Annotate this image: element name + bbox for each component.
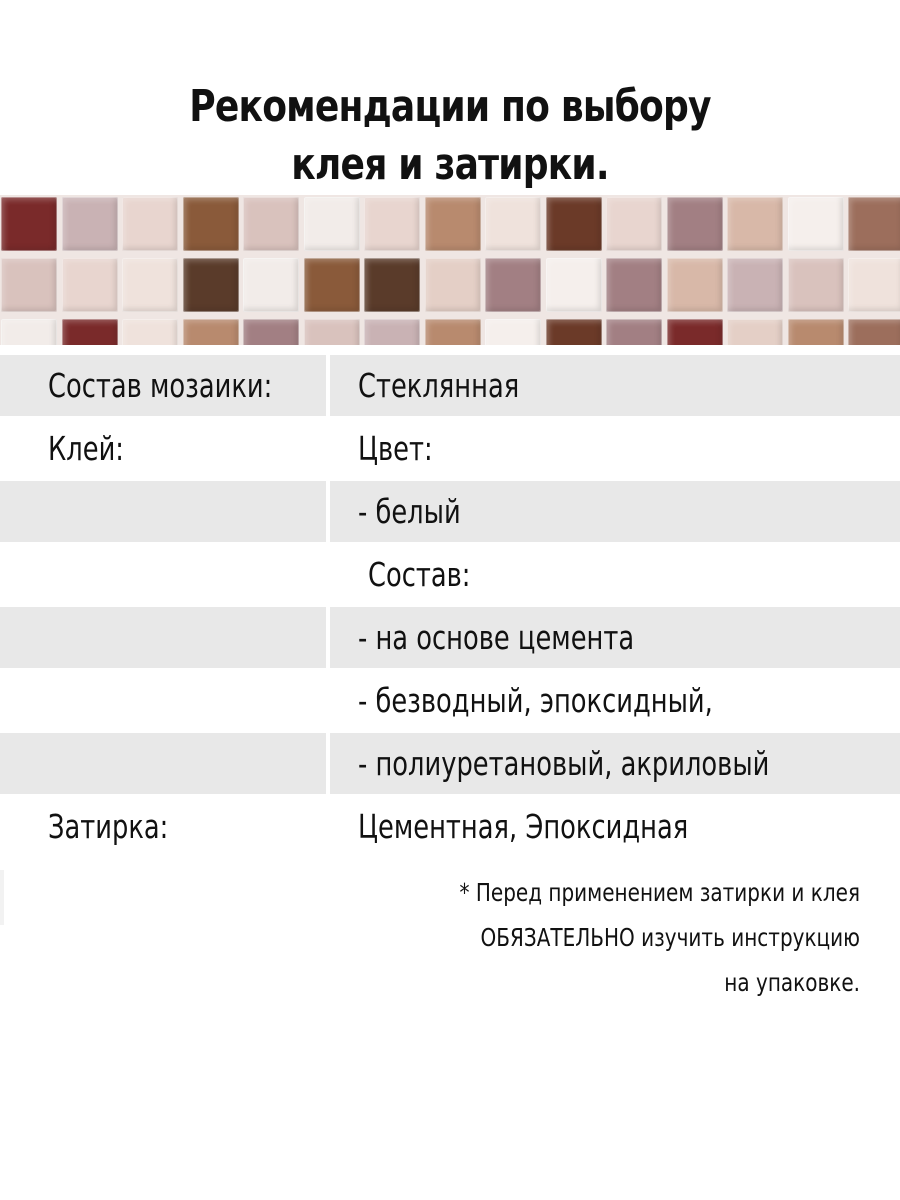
row-value: - полиуретановый, акриловый [358,744,770,783]
row-label: Состав мозаики: [48,366,273,405]
table-row [0,670,900,731]
mosaic-tile [848,319,900,345]
table-row [0,355,900,416]
mosaic-tile [364,319,420,345]
table-row [0,481,900,542]
table-row [0,418,900,479]
mosaic-tile [364,258,420,312]
mosaic-tile [62,319,118,345]
mosaic-tile [183,197,239,251]
mosaic-tile [1,197,57,251]
mosaic-tile [122,197,178,251]
footnote-line-3: на упаковке. [724,968,860,997]
row-value: Состав: [368,555,471,594]
row-value: Стеклянная [358,366,520,405]
footnote [300,870,860,1005]
mosaic-tile [425,258,481,312]
mosaic-tile [606,197,662,251]
mosaic-tile [848,258,900,312]
mosaic-tile [485,197,541,251]
mosaic-tile [183,258,239,312]
title-line-1: Рекомендации по выбору [189,81,711,132]
mosaic-tile [1,258,57,312]
mosaic-tile [727,197,783,251]
mosaic-tile [62,258,118,312]
mosaic-tile [183,319,239,345]
row-value: - на основе цемента [358,618,635,657]
mosaic-tile [606,258,662,312]
row-value: Цвет: [358,429,433,468]
row-value: Цементная, Эпоксидная [358,807,689,846]
mosaic-tile [788,319,844,345]
mosaic-photo [0,195,900,345]
recommendation-table [0,355,900,859]
mosaic-tile [62,197,118,251]
mosaic-tile [788,258,844,312]
mosaic-tile [304,258,360,312]
mosaic-tile [848,197,900,251]
mosaic-tile [727,319,783,345]
mosaic-tile [788,197,844,251]
row-value: - белый [358,492,461,531]
mosaic-tile [122,258,178,312]
mosaic-tile [425,197,481,251]
table-row [0,607,900,668]
row-value: - безводный, эпоксидный, [358,681,713,720]
row-label: Затирка: [48,807,169,846]
mosaic-tile [546,258,602,312]
mosaic-tile [546,197,602,251]
mosaic-tile [425,319,481,345]
mosaic-tile [667,319,723,345]
table-row [0,544,900,605]
table-row [0,796,900,857]
divider [0,870,4,925]
mosaic-tile [727,258,783,312]
mosaic-tile [667,197,723,251]
mosaic-tile [667,258,723,312]
mosaic-tile [364,197,420,251]
table-row [0,733,900,794]
mosaic-tile [243,258,299,312]
mosaic-tile [606,319,662,345]
footnote-line-2: ОБЯЗАТЕЛЬНО изучить инструкцию [480,923,860,952]
mosaic-tile [122,319,178,345]
mosaic-tile [304,319,360,345]
page-title [81,78,819,194]
title-line-2: клея и затирки. [291,139,609,190]
mosaic-tile [485,258,541,312]
mosaic-tile [1,319,57,345]
mosaic-tile [304,197,360,251]
mosaic-tile [243,197,299,251]
mosaic-tile [485,319,541,345]
footnote-line-1: * Перед применением затирки и клея [459,878,860,907]
mosaic-tile [546,319,602,345]
row-label: Клей: [48,429,124,468]
mosaic-tile [243,319,299,345]
